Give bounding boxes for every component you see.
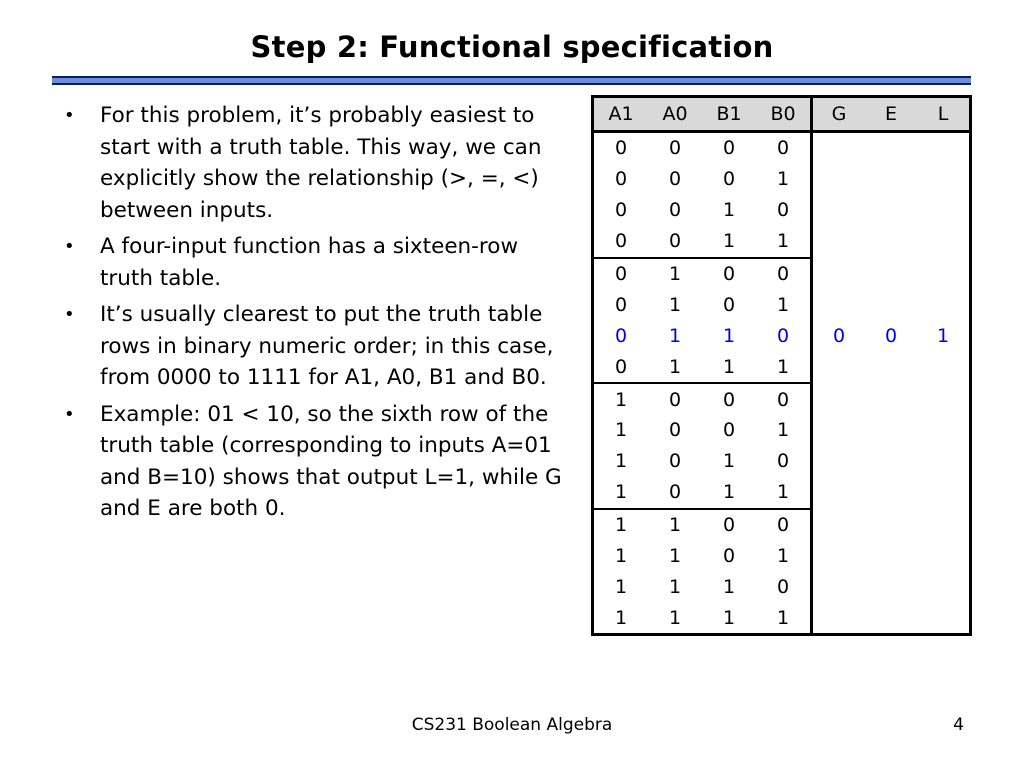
cell-g <box>812 289 866 320</box>
cell-a0: 1 <box>668 606 682 629</box>
truth-table-row <box>593 383 971 415</box>
bullet-item <box>64 399 564 525</box>
cell-e <box>865 602 917 634</box>
cell-b1: 1 <box>702 226 756 258</box>
cell-b0: 1 <box>776 606 790 629</box>
truth-table-row <box>593 446 971 477</box>
cell-g <box>812 195 866 226</box>
cell-e <box>865 571 917 602</box>
cell-e <box>865 164 917 195</box>
cell-l <box>917 258 971 290</box>
cell-g <box>812 132 866 164</box>
bullet-icon: • <box>64 105 75 126</box>
cell-g <box>812 477 866 509</box>
bullet-text: Example: 01 < 10, so the sixth row of the truth table (corresponding to inputs A=01 and B=10) shows that output L=1, while G and E are both 0. <box>100 401 562 521</box>
cell-a1: 0 <box>614 168 628 191</box>
cell-e <box>865 509 917 541</box>
truth-table-row <box>593 195 971 226</box>
cell-e <box>865 289 917 320</box>
bullet-list <box>64 100 564 530</box>
cell-l <box>917 477 971 509</box>
cell-l <box>917 541 971 572</box>
cell-a1: 1 <box>614 514 628 537</box>
cell-b1: 1 <box>702 477 756 509</box>
truth-table-header-row <box>593 97 971 132</box>
cell-b1: 0 <box>722 419 736 442</box>
truth-table-row <box>593 226 971 258</box>
cell-l: 1 <box>936 324 950 347</box>
truth-table-row <box>593 509 971 541</box>
bullet-item <box>64 231 564 294</box>
truth-table-row <box>593 415 971 446</box>
cell-b1: 1 <box>722 450 736 473</box>
truth-table-row <box>593 132 971 164</box>
bullet-item <box>64 299 564 394</box>
header-b0: B0 <box>756 97 812 132</box>
cell-l <box>917 446 971 477</box>
cell-g <box>812 571 866 602</box>
cell-a1: 0 <box>614 263 628 285</box>
cell-a1: 0 <box>614 137 628 160</box>
cell-l <box>917 164 971 195</box>
truth-table-row <box>593 541 971 572</box>
cell-g: 0 <box>812 320 866 351</box>
truth-table-row <box>593 571 971 602</box>
cell-a0: 0 <box>648 477 702 509</box>
cell-b1: 0 <box>722 388 736 411</box>
cell-e <box>865 195 917 226</box>
bullet-icon: • <box>64 403 75 425</box>
cell-e <box>865 226 917 258</box>
cell-b1: 1 <box>722 324 736 347</box>
cell-a0: 1 <box>668 324 682 347</box>
cell-a0: 1 <box>668 514 682 537</box>
cell-l <box>917 132 971 164</box>
cell-b0: 1 <box>776 419 790 442</box>
cell-a0: 0 <box>668 450 682 473</box>
cell-b0: 0 <box>776 450 790 473</box>
cell-e <box>865 383 917 415</box>
header-l: L <box>917 97 971 132</box>
cell-e <box>865 132 917 164</box>
title-divider <box>52 76 971 85</box>
cell-l <box>917 602 971 634</box>
cell-e <box>865 415 917 446</box>
cell-l <box>917 509 971 541</box>
cell-a0: 0 <box>668 137 682 160</box>
bullet-icon: • <box>64 236 75 257</box>
cell-g <box>812 164 866 195</box>
header-e: E <box>865 97 917 132</box>
cell-b1: 0 <box>722 263 736 285</box>
cell-a1: 1 <box>614 450 628 473</box>
cell-a1: 1 <box>614 575 628 598</box>
cell-b1: 0 <box>722 137 736 160</box>
cell-a1: 0 <box>593 351 649 383</box>
cell-b1: 1 <box>702 351 756 383</box>
cell-g <box>812 226 866 258</box>
cell-l <box>917 383 971 415</box>
cell-b0: 0 <box>776 137 790 160</box>
cell-b0: 0 <box>776 263 790 285</box>
cell-a1: 1 <box>614 545 628 568</box>
cell-g <box>812 415 866 446</box>
cell-l <box>917 289 971 320</box>
cell-a1: 1 <box>614 606 628 629</box>
header-a0: A0 <box>648 97 702 132</box>
cell-a0: 0 <box>668 168 682 191</box>
cell-g <box>812 602 866 634</box>
cell-g <box>812 383 866 415</box>
cell-a0: 1 <box>668 545 682 568</box>
cell-b0: 0 <box>776 514 790 537</box>
cell-b0: 1 <box>756 226 812 258</box>
truth-table-row <box>593 477 971 509</box>
bullet-text: It’s usually clearest to put the truth table rows in binary numeric order; in this case, from 0000 to 1111 for A1, A0, B1 and B0. <box>100 302 554 390</box>
cell-a1: 1 <box>614 419 628 442</box>
truth-table <box>591 95 972 636</box>
cell-a0: 0 <box>668 388 682 411</box>
truth-table-row <box>593 289 971 320</box>
cell-b1: 1 <box>722 606 736 629</box>
cell-l <box>917 195 971 226</box>
cell-b0: 0 <box>776 324 790 347</box>
cell-b0: 0 <box>776 388 790 411</box>
truth-table-row <box>593 320 971 351</box>
header-g: G <box>812 97 866 132</box>
cell-b0: 1 <box>756 351 812 383</box>
header-b1: B1 <box>702 97 756 132</box>
header-a1: A1 <box>593 97 649 132</box>
cell-e <box>865 351 917 383</box>
cell-b1: 1 <box>722 199 736 222</box>
cell-a0: 1 <box>668 293 682 316</box>
bullet-item <box>64 100 564 226</box>
cell-l <box>917 226 971 258</box>
cell-a0: 1 <box>668 263 682 285</box>
cell-b1: 1 <box>722 575 736 598</box>
cell-b0: 0 <box>776 199 790 222</box>
cell-b0: 1 <box>756 477 812 509</box>
cell-a1: 0 <box>593 226 649 258</box>
cell-b0: 0 <box>776 575 790 598</box>
bullet-icon: • <box>64 304 75 325</box>
cell-g <box>812 509 866 541</box>
truth-table-body <box>593 132 971 635</box>
cell-a0: 1 <box>668 575 682 598</box>
cell-l <box>917 415 971 446</box>
cell-e <box>865 541 917 572</box>
cell-b1: 0 <box>722 168 736 191</box>
cell-a0: 0 <box>668 419 682 442</box>
cell-e <box>865 258 917 290</box>
cell-b1: 0 <box>722 514 736 537</box>
cell-b0: 1 <box>776 293 790 316</box>
cell-e: 0 <box>884 324 898 347</box>
bullet-text: For this problem, it’s probably easiest to start with a truth table. This way, we can explicitly show the relationship (>, =, <) between inputs. <box>100 103 542 223</box>
cell-g <box>812 541 866 572</box>
cell-l <box>917 351 971 383</box>
page-number: 4 <box>953 715 964 735</box>
cell-e <box>865 477 917 509</box>
truth-table-row <box>593 602 971 634</box>
cell-a1: 0 <box>614 324 628 347</box>
cell-a0: 0 <box>648 226 702 258</box>
cell-a1: 1 <box>593 477 649 509</box>
cell-b0: 1 <box>776 168 790 191</box>
cell-a0: 1 <box>648 351 702 383</box>
cell-g <box>812 351 866 383</box>
slide-title: Step 2: Functional specification <box>250 30 774 64</box>
cell-b1: 0 <box>722 545 736 568</box>
cell-a1: 1 <box>614 388 628 411</box>
cell-a1: 0 <box>614 293 628 316</box>
truth-table-row <box>593 164 971 195</box>
cell-a1: 0 <box>614 199 628 222</box>
cell-b0: 1 <box>776 545 790 568</box>
truth-table-row <box>593 258 971 290</box>
cell-a0: 0 <box>668 199 682 222</box>
cell-l <box>917 571 971 602</box>
truth-table-row <box>593 351 971 383</box>
slide-footer: CS231 Boolean Algebra <box>411 715 613 735</box>
cell-g <box>812 258 866 290</box>
cell-b1: 0 <box>722 293 736 316</box>
bullet-text: A four-input function has a sixteen-row truth table. <box>100 234 519 291</box>
cell-e <box>865 446 917 477</box>
cell-g <box>812 446 866 477</box>
